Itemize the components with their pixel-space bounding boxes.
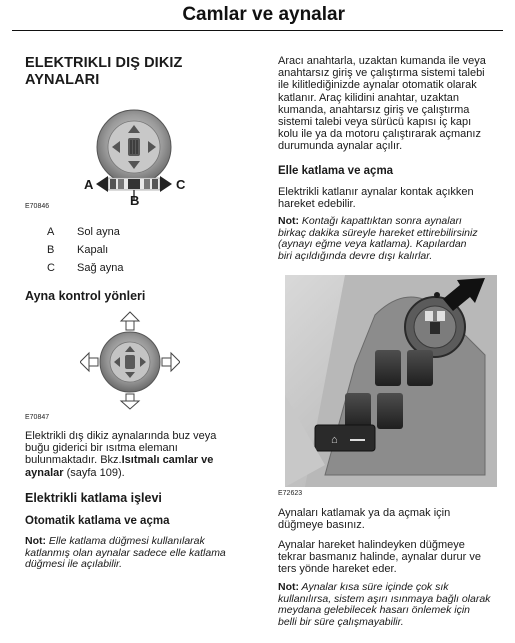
note-text: (aynayı eğme veya katlama). Kapılardan [278,238,467,251]
legend-key: C [47,262,55,274]
door-panel-photo [285,275,497,487]
mirror-selector-figure [70,100,210,210]
lock-switch [315,425,375,451]
text-line: Elektrikli dış dikiz aynalarında buz veya [25,430,217,442]
header-rule [12,30,503,31]
intro-paragraph [278,55,503,153]
figure-code-1: E70846 [25,203,50,210]
figure-label-b: B [130,193,140,208]
note-text: belli bir süre çalışmayabilir. [278,615,404,628]
window-switch [407,350,433,386]
page-title: Camlar ve aynalar [182,4,345,25]
note-text: meydana gelebilecek hasarı önlemek için [278,604,471,617]
note-text: düğmesi ile açılabilir. [25,558,123,571]
arrow-c-icon [160,176,172,192]
legend-row-a [47,226,120,238]
text-line [278,251,503,263]
text-line: anahtarsız giriş ve çalıştırma sistemi talebi [278,67,485,80]
note-label: Not: [278,215,299,227]
legend-value: Sol ayna [77,226,120,238]
text-line: Aynaları katlamak ya da açmak için [278,507,451,519]
note-text: Kontağı kapattıktan sonra aynaları [299,215,462,227]
window-switch [377,393,403,429]
cross-reference-link[interactable]: Isıtmalı camlar ve [121,454,214,467]
legend-row-b [47,244,108,256]
manual-paragraph [278,186,503,210]
text-line [25,467,255,479]
note-overheat [278,582,506,628]
text-line: buğu giderici bir ısıtma elemanı [25,442,178,455]
note-text: kullanılırsa, sistem aşırı ısınmaya bağlı olarak [278,592,491,605]
heated-mirrors-text [25,430,255,479]
legend-key: B [47,244,55,256]
stop-paragraph [278,539,503,576]
figure-label-a: A [84,177,94,192]
fold-button [434,292,440,298]
note-text: biri açıldığında devre dışı kalırlar. [278,249,433,262]
text-line: katlanır. Araç kilidini anahtar, uzaktan [278,91,459,104]
cross-reference-link-cont[interactable]: aynalar [25,466,64,479]
note-text: katlanmış olan aynalar sadece elle katlama [25,546,226,559]
text-line: hareket edebilir. [278,198,356,211]
outer-arrow-left-icon [80,353,98,371]
page-header [0,0,515,36]
section-heading-mirrors [25,55,182,89]
text-line [25,559,257,571]
legend-key: A [47,226,55,238]
text-line: ile kilitlediğinizde aynalar otomatik olarak [278,79,477,92]
text-line: tekrar basmanız halinde, aynalar durur ve [278,551,481,564]
note-label: Not: [278,581,299,593]
section-heading-folding: Elektrikli katlama işlevi [25,491,162,505]
section-heading-manual: Elle katlama ve açma [278,165,394,177]
text-line: kumanda, anahtarsız giriş ve çalıştırma [278,103,470,116]
figure-label-c: C [176,177,186,192]
arrow-a-icon [96,176,108,192]
text-line: sistemi talebi veya sürücü kapısı iç kapı [278,116,472,129]
note-text: Aynalar kısa süre içinde çok sık [299,581,449,593]
figure-code-3: E72623 [278,490,303,497]
note-text: birkaç dakika süreyle hareket ettirebilirsiniz [278,226,478,239]
text-line: düğmeye basınız. [278,519,365,532]
window-switch [375,350,401,386]
text-span: bulunmaktadır. Bkz. [25,454,122,467]
text-line: durumunda aynalar açılır. [278,140,403,153]
legend-row-c [47,262,123,274]
note-manual [278,216,503,262]
figure-code-2: E70847 [25,414,50,421]
heading-line-2: AYNALARI [25,72,100,88]
legend-value: Sağ ayna [77,262,124,274]
text-line [25,454,255,466]
svg-text:⌂: ⌂ [331,434,338,446]
note-text: Elle katlama düğmesi kullanılarak [46,535,205,547]
page-reference: (sayfa 109). [63,466,125,479]
text-line [278,617,506,629]
note-auto-folding [25,536,257,571]
window-switch [345,393,371,429]
text-line: Aracı anahtarla, uzaktan kumanda ile veya [278,55,486,67]
direction-control-figure [80,310,180,410]
text-line: Elektrikli katlanır aynalar kontak açıkken [278,186,474,198]
text-line: ters yönde hareket eder. [278,563,397,576]
press-paragraph [278,507,503,531]
outer-arrow-right-icon [162,353,180,371]
outer-arrow-down-icon [121,394,139,409]
section-heading-directions: Ayna kontrol yönleri [25,289,146,303]
subsection-heading-auto: Otomatik katlama ve açma [25,515,170,527]
heading-line-1: ELEKTRIKLI DIŞ DIKIZ [25,55,183,71]
legend-value: Kapalı [77,244,109,256]
text-line: kolu ile ya da motoru çalıştırarak açmanız [278,128,481,141]
text-line: Aynalar hareket halindeyken düğmeye [278,539,465,551]
outer-arrow-up-icon [121,312,139,330]
note-label: Not: [25,535,46,547]
